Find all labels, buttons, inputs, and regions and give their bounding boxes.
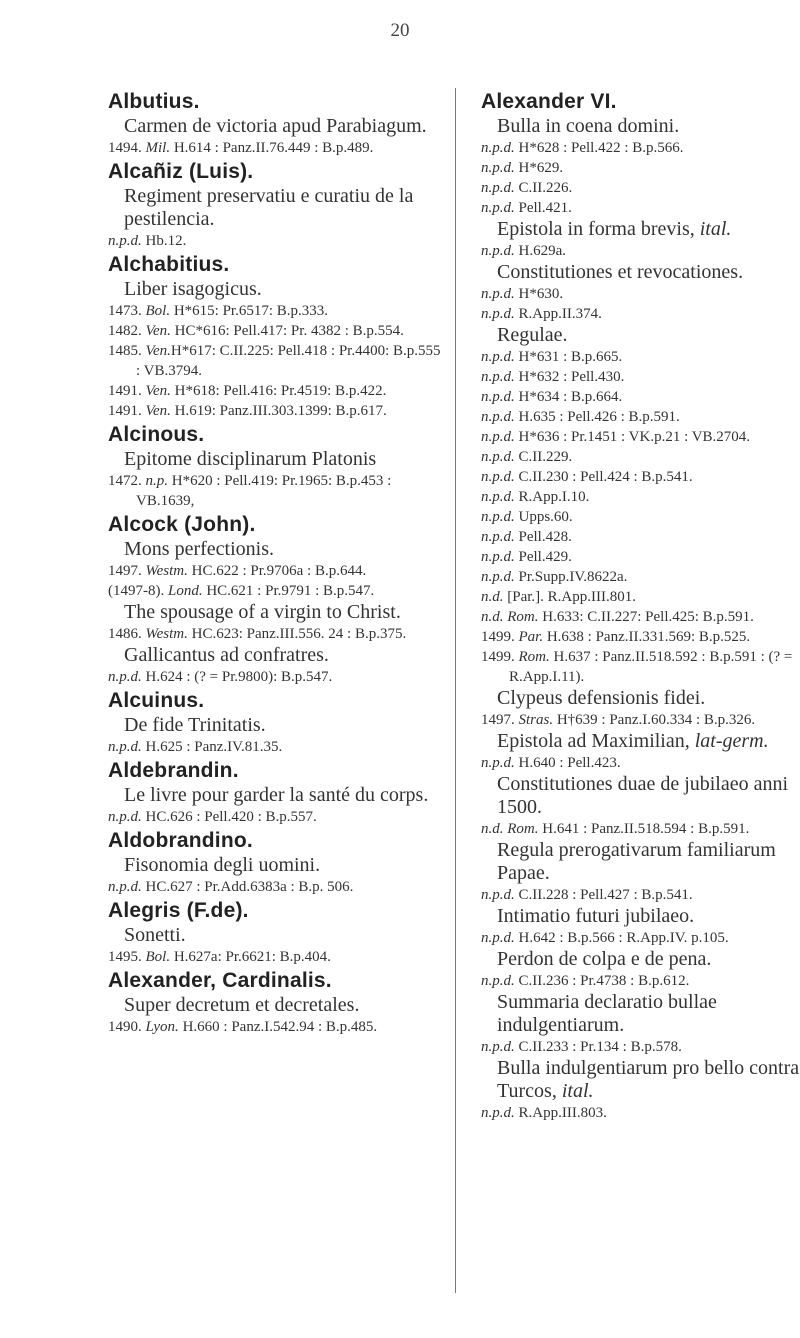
work-title bbox=[481, 324, 800, 347]
entry-refs: [Par.]. R.App.III.801. bbox=[503, 589, 636, 605]
column-divider bbox=[455, 88, 456, 1293]
entry-place: n.p.d. bbox=[481, 306, 515, 322]
edition-entry bbox=[481, 971, 800, 991]
title-text: Constitutiones et revocationes. bbox=[497, 261, 744, 283]
entry-refs: H.627a: Pr.6621: B.p.404. bbox=[170, 949, 331, 965]
entry-refs: HC.622 : Pr.9706a : B.p.644. bbox=[187, 563, 367, 579]
entry-refs: C.II.236 : Pr.4738 : B.p.612. bbox=[514, 973, 690, 989]
edition-entry bbox=[108, 947, 442, 967]
entry-refs: H.633: C.II.227: Pell.425: B.p.591. bbox=[538, 609, 754, 625]
entry-refs: Upps.60. bbox=[514, 509, 573, 525]
entry-place: Mil. bbox=[145, 140, 171, 156]
entry-place: n.p.d. bbox=[481, 349, 515, 365]
title-text: The spousage of a virgin to Christ. bbox=[124, 601, 401, 623]
title-text: Regula prerogativarum familiarum Papae. bbox=[497, 839, 776, 884]
entry-refs: H*615: Pr.6517: B.p.333. bbox=[170, 303, 329, 319]
entry-date: 1472. bbox=[108, 473, 142, 489]
author-heading: Alegris (F.de). bbox=[108, 899, 249, 922]
title-text: Clypeus defensionis fidei. bbox=[497, 687, 706, 709]
title-text: Summaria declaratio bullae indulgentiarum. bbox=[497, 991, 717, 1036]
title-text: Regiment preservatiu e curatiu de la pestilencia. bbox=[124, 185, 414, 230]
entry-place: Westm. bbox=[145, 563, 188, 579]
work-title bbox=[108, 854, 442, 877]
title-text: Epistola ad Maximilian, bbox=[497, 730, 695, 752]
entry-refs: R.App.I.10. bbox=[514, 489, 590, 505]
entry-place: n.p.d. bbox=[481, 1105, 515, 1121]
entry-refs: HC.627 : Pr.Add.6383a : B.p. 506. bbox=[141, 879, 354, 895]
work-title bbox=[108, 448, 442, 471]
work-title bbox=[108, 601, 442, 624]
entry-place: Westm. bbox=[145, 626, 188, 642]
work-title bbox=[481, 839, 800, 885]
edition-entry bbox=[108, 561, 442, 581]
entry-place: n.p.d. bbox=[481, 529, 515, 545]
entry-refs: H*636 : Pr.1451 : VK.p.21 : VB.2704. bbox=[514, 429, 751, 445]
work-title bbox=[481, 991, 800, 1037]
entry-refs: HC.623: Panz.III.556. 24 : B.p.375. bbox=[187, 626, 407, 642]
edition-entry bbox=[481, 427, 800, 447]
edition-entry bbox=[108, 877, 442, 897]
work-title bbox=[108, 538, 442, 561]
entry-place: n.p.d. bbox=[481, 489, 515, 505]
title-text: De fide Trinitatis. bbox=[124, 714, 266, 736]
edition-entry bbox=[481, 304, 800, 324]
entry-date: 1499. bbox=[481, 629, 515, 645]
entry-place: n.p.d. bbox=[108, 233, 142, 249]
edition-entry bbox=[108, 138, 442, 158]
entry-refs: Pell.429. bbox=[514, 549, 572, 565]
title-text: Bulla in coena domini. bbox=[497, 115, 680, 137]
entry-place: n.p.d. bbox=[481, 973, 515, 989]
title-note: ital. bbox=[699, 218, 732, 240]
work-title bbox=[481, 948, 800, 971]
entry-refs: H*618: Pell.416: Pr.4519: B.p.422. bbox=[170, 383, 387, 399]
entry-place: n.p.d. bbox=[481, 243, 515, 259]
entry-place: Ven. bbox=[145, 383, 171, 399]
entry-place: n.p.d. bbox=[481, 549, 515, 565]
entry-date: 1491. bbox=[108, 383, 142, 399]
author-heading: Alchabitius. bbox=[108, 253, 230, 276]
edition-entry bbox=[481, 885, 800, 905]
edition-entry bbox=[481, 467, 800, 487]
entry-refs: H.640 : Pell.423. bbox=[514, 755, 621, 771]
edition-entry bbox=[481, 710, 800, 730]
entry-place: n.p.d. bbox=[481, 286, 515, 302]
work-title bbox=[108, 924, 442, 947]
edition-entry bbox=[481, 138, 800, 158]
title-text: Mons perfectionis. bbox=[124, 538, 274, 560]
title-text: Liber isagogicus. bbox=[124, 278, 262, 300]
edition-entry bbox=[108, 381, 442, 401]
work-title bbox=[481, 905, 800, 928]
entry-place: n.p.d. bbox=[481, 160, 515, 176]
title-text: Epitome disciplinarum Platonis bbox=[124, 448, 377, 470]
edition-entry bbox=[481, 387, 800, 407]
entry-place: n.p.d. bbox=[481, 369, 515, 385]
entry-refs: H*630. bbox=[514, 286, 564, 302]
entry-refs: Hb.12. bbox=[141, 233, 187, 249]
edition-entry bbox=[481, 284, 800, 304]
edition-entry bbox=[481, 407, 800, 427]
entry-place: Rom. bbox=[518, 649, 550, 665]
work-title bbox=[481, 687, 800, 710]
entry-place: Bol. bbox=[145, 303, 171, 319]
author-heading: Alexander, Cardinalis. bbox=[108, 969, 332, 992]
edition-entry bbox=[481, 587, 800, 607]
entry-place: Ven. bbox=[145, 403, 171, 419]
edition-entry bbox=[481, 1103, 800, 1123]
work-title bbox=[108, 784, 442, 807]
entry-place: n.d. Rom. bbox=[481, 821, 539, 837]
entry-date: (1497-8). bbox=[108, 583, 165, 599]
edition-entry bbox=[108, 401, 442, 421]
entry-refs: H*631 : B.p.665. bbox=[514, 349, 623, 365]
edition-entry bbox=[481, 567, 800, 587]
entry-refs: C.II.230 : Pell.424 : B.p.541. bbox=[514, 469, 693, 485]
author-heading: Albutius. bbox=[108, 90, 200, 113]
entry-refs: R.App.II.374. bbox=[514, 306, 602, 322]
entry-date: 1495. bbox=[108, 949, 142, 965]
edition-entry bbox=[108, 581, 442, 601]
entry-place: Par. bbox=[518, 629, 544, 645]
entry-place: Lyon. bbox=[145, 1019, 179, 1035]
edition-entry bbox=[481, 607, 800, 627]
edition-entry bbox=[481, 487, 800, 507]
entry-place: n.p.d. bbox=[481, 180, 515, 196]
edition-entry bbox=[108, 301, 442, 321]
title-text: Carmen de victoria apud Parabiagum. bbox=[124, 115, 427, 137]
work-title bbox=[108, 644, 442, 667]
entry-place: n.p. bbox=[145, 473, 168, 489]
entry-refs: H.625 : Panz.IV.81.35. bbox=[141, 739, 283, 755]
entry-place: n.p.d. bbox=[481, 755, 515, 771]
edition-entry bbox=[481, 367, 800, 387]
entry-refs: H*632 : Pell.430. bbox=[514, 369, 625, 385]
work-title bbox=[108, 185, 442, 231]
title-text: Sonetti. bbox=[124, 924, 186, 946]
work-title bbox=[481, 218, 800, 241]
entry-place: n.p.d. bbox=[481, 429, 515, 445]
entry-refs: Pell.428. bbox=[514, 529, 572, 545]
edition-entry bbox=[108, 341, 442, 381]
work-title bbox=[108, 278, 442, 301]
entry-refs: R.App.III.803. bbox=[514, 1105, 607, 1121]
edition-entry bbox=[481, 1037, 800, 1057]
entry-date: 1486. bbox=[108, 626, 142, 642]
entry-place: n.p.d. bbox=[108, 879, 142, 895]
entry-place: n.p.d. bbox=[481, 389, 515, 405]
entry-refs: H.635 : Pell.426 : B.p.591. bbox=[514, 409, 680, 425]
right-column bbox=[481, 88, 800, 1123]
entry-place: n.p.d. bbox=[481, 1039, 515, 1055]
edition-entry bbox=[108, 471, 442, 511]
edition-entry bbox=[108, 1017, 442, 1037]
edition-entry bbox=[108, 321, 442, 341]
entry-place: Stras. bbox=[518, 712, 554, 728]
author-heading: Alcinous. bbox=[108, 423, 205, 446]
edition-entry bbox=[481, 158, 800, 178]
entry-refs: H.619: Panz.III.303.1399: B.p.617. bbox=[170, 403, 387, 419]
entry-date: 1473. bbox=[108, 303, 142, 319]
entry-place: n.d. bbox=[481, 589, 504, 605]
author-heading: Alcañiz (Luis). bbox=[108, 160, 254, 183]
edition-entry bbox=[108, 807, 442, 827]
entry-date: 1490. bbox=[108, 1019, 142, 1035]
edition-entry bbox=[481, 819, 800, 839]
entry-refs: H.629a. bbox=[514, 243, 566, 259]
entry-place: Ven. bbox=[145, 323, 171, 339]
work-title bbox=[108, 714, 442, 737]
entry-place: n.p.d. bbox=[481, 509, 515, 525]
author-heading: Alcuinus. bbox=[108, 689, 205, 712]
entry-place: n.p.d. bbox=[481, 140, 515, 156]
entry-date: 1497. bbox=[481, 712, 515, 728]
entry-date: 1497. bbox=[108, 563, 142, 579]
entry-refs: H*634 : B.p.664. bbox=[514, 389, 623, 405]
work-title bbox=[108, 994, 442, 1017]
title-text: Bulla indulgentiarum pro bello contra Turcos, bbox=[497, 1057, 800, 1102]
edition-entry bbox=[481, 627, 800, 647]
entry-refs: C.II.226. bbox=[514, 180, 573, 196]
work-title bbox=[481, 261, 800, 284]
author-heading: Aldebrandin. bbox=[108, 759, 239, 782]
entry-date: 1494. bbox=[108, 140, 142, 156]
title-text: Gallicantus ad confratres. bbox=[124, 644, 329, 666]
entry-place: n.p.d. bbox=[481, 569, 515, 585]
entry-place: Bol. bbox=[145, 949, 171, 965]
entry-place: n.p.d. bbox=[108, 739, 142, 755]
edition-entry bbox=[108, 667, 442, 687]
edition-entry bbox=[481, 507, 800, 527]
entry-date: 1499. bbox=[481, 649, 515, 665]
edition-entry bbox=[481, 178, 800, 198]
edition-entry bbox=[481, 447, 800, 467]
entry-place: n.p.d. bbox=[108, 669, 142, 685]
entry-refs: H*617: C.II.225: Pell.418 : Pr.4400: B.p.555 : VB.3794. bbox=[136, 343, 441, 379]
entry-place: Lond. bbox=[168, 583, 203, 599]
entry-place: n.p.d. bbox=[481, 930, 515, 946]
title-text: Perdon de colpa e de pena. bbox=[497, 948, 712, 970]
edition-entry bbox=[481, 647, 800, 687]
entry-date: 1485. bbox=[108, 343, 142, 359]
entry-place: n.p.d. bbox=[481, 449, 515, 465]
edition-entry bbox=[108, 624, 442, 644]
title-text: Super decretum et decretales. bbox=[124, 994, 360, 1016]
title-text: Le livre pour garder la santé du corps. bbox=[124, 784, 429, 806]
entry-refs: HC.621 : Pr.9791 : B.p.547. bbox=[202, 583, 375, 599]
entry-refs: H.642 : B.p.566 : R.App.IV. p.105. bbox=[514, 930, 729, 946]
entry-place: Ven. bbox=[145, 343, 171, 359]
edition-entry bbox=[481, 547, 800, 567]
edition-entry bbox=[481, 198, 800, 218]
entry-date: 1491. bbox=[108, 403, 142, 419]
work-title bbox=[108, 115, 442, 138]
entry-refs: H†639 : Panz.I.60.334 : B.p.326. bbox=[553, 712, 756, 728]
title-text: Fisonomia degli uomini. bbox=[124, 854, 321, 876]
work-title bbox=[481, 773, 800, 819]
entry-place: n.p.d. bbox=[481, 409, 515, 425]
entry-refs: H*628 : Pell.422 : B.p.566. bbox=[514, 140, 684, 156]
entry-place: n.p.d. bbox=[481, 200, 515, 216]
entry-refs: H.638 : Panz.II.331.569: B.p.525. bbox=[543, 629, 751, 645]
title-text: Intimatio futuri jubilaeo. bbox=[497, 905, 695, 927]
entry-refs: C.II.229. bbox=[514, 449, 573, 465]
edition-entry bbox=[481, 527, 800, 547]
entry-place: n.p.d. bbox=[481, 887, 515, 903]
entry-refs: H*620 : Pell.419: Pr.1965: B.p.453 : VB.1639, bbox=[136, 473, 392, 509]
work-title bbox=[481, 115, 800, 138]
entry-place: n.p.d. bbox=[108, 809, 142, 825]
entry-refs: H*629. bbox=[514, 160, 564, 176]
entry-refs: C.II.233 : Pr.134 : B.p.578. bbox=[514, 1039, 682, 1055]
author-heading: Alcock (John). bbox=[108, 513, 256, 536]
edition-entry bbox=[108, 231, 442, 251]
entry-refs: HC*616: Pell.417: Pr. 4382 : B.p.554. bbox=[170, 323, 404, 339]
title-note: ital. bbox=[561, 1080, 594, 1102]
title-text: Constitutiones duae de jubilaeo anni 1500. bbox=[497, 773, 789, 818]
author-heading: Aldobrandino. bbox=[108, 829, 253, 852]
edition-entry bbox=[108, 737, 442, 757]
entry-refs: H.637 : Panz.II.518.592 : B.p.591 : (? = R.App.I.11). bbox=[509, 649, 793, 685]
edition-entry bbox=[481, 928, 800, 948]
entry-refs: H.660 : Panz.I.542.94 : B.p.485. bbox=[178, 1019, 378, 1035]
edition-entry bbox=[481, 347, 800, 367]
author-heading: Alexander VI. bbox=[481, 90, 617, 113]
title-text: Regulae. bbox=[497, 324, 568, 346]
edition-entry bbox=[481, 753, 800, 773]
page-number: 20 bbox=[390, 20, 410, 41]
title-text: Epistola in forma brevis, bbox=[497, 218, 700, 240]
entry-refs: Pr.Supp.IV.8622a. bbox=[514, 569, 628, 585]
work-title bbox=[481, 1057, 800, 1103]
left-column bbox=[108, 88, 442, 1037]
entry-refs: H.641 : Panz.II.518.594 : B.p.591. bbox=[538, 821, 750, 837]
entry-refs: Pell.421. bbox=[514, 200, 572, 216]
entry-refs: C.II.228 : Pell.427 : B.p.541. bbox=[514, 887, 693, 903]
title-note: lat-germ. bbox=[694, 730, 769, 752]
work-title bbox=[481, 730, 800, 753]
entry-refs: H.624 : (? = Pr.9800): B.p.547. bbox=[141, 669, 333, 685]
entry-place: n.d. Rom. bbox=[481, 609, 539, 625]
entry-refs: H.614 : Panz.II.76.449 : B.p.489. bbox=[170, 140, 374, 156]
entry-refs: HC.626 : Pell.420 : B.p.557. bbox=[141, 809, 317, 825]
entry-place: n.p.d. bbox=[481, 469, 515, 485]
edition-entry bbox=[481, 241, 800, 261]
entry-date: 1482. bbox=[108, 323, 142, 339]
